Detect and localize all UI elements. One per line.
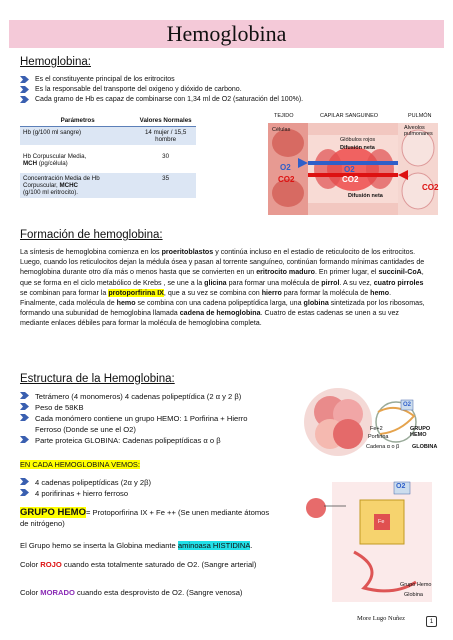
arrow-bullet-icon: [20, 86, 29, 93]
label-co2: CO2: [342, 175, 359, 184]
oxygen-diffusion-diagram: [268, 113, 438, 213]
bullets-hemoglobina: [20, 75, 440, 105]
grupo-hemo-text: GRUPO HEMO= Protoporfirina IX + Fe ++ (Se unen mediante átomos de nitrógeno): [20, 507, 270, 528]
arrow-bullet-icon: [20, 489, 29, 496]
label-o2: O2: [344, 165, 355, 174]
label-difusion-neta: Difusión neta: [348, 193, 383, 199]
section-heading-estructura: Estructura de la Hemoglobina:: [20, 373, 175, 385]
list-item: Parte proteica GLOBINA: Cadenas polipeptídicas α o β: [20, 435, 275, 446]
table-row: Concentración Media de Hb Corpuscular, MCHC (g/100 ml eritrocito). 35: [20, 173, 196, 198]
vemos-label: EN CADA HEMOGLOBINA VEMOS:: [20, 460, 140, 469]
label-porfirina: Porfirina: [368, 434, 389, 440]
title-banner: [9, 20, 444, 48]
inserta-text: El Grupo hemo se inserta la Globina mediante aminoasa HISTIDINA.: [20, 541, 253, 550]
list-item: Es la responsable del transporte del oxigeno y dióxido de carbono.: [20, 85, 440, 95]
arrow-bullet-icon: [20, 96, 29, 103]
label-grupo-hemo: Grupo Hemo: [400, 582, 432, 588]
section-heading-formacion: Formación de hemoglobina:: [20, 229, 163, 241]
label-grupo-hemo: GRUPO HEMO: [410, 426, 431, 438]
hemoglobin-molecule-illustration: [300, 382, 440, 464]
arrow-bullet-icon: [20, 414, 29, 421]
arrow-bullet-icon: [20, 76, 29, 83]
arrow-bullet-icon: [20, 436, 29, 443]
section-heading-hemoglobina: Hemoglobina:: [20, 56, 91, 68]
arrow-bullet-icon: [20, 392, 29, 399]
label-difusion-neta: Difusión neta: [340, 145, 375, 151]
list-item: 4 cadenas polipeptídicas (2α y 2β): [20, 477, 275, 488]
list-item: Tetrámero (4 monomeros) 4 cadenas polipeptídica (2 α y 2 β): [20, 391, 275, 402]
table-header: Parámetros: [20, 115, 135, 127]
bullets-estructura: [20, 391, 275, 446]
label-o2: O2: [280, 163, 291, 172]
label-o2: O2: [396, 483, 406, 490]
label-co2: CO2: [422, 183, 439, 192]
bullets-vemos: [20, 477, 275, 499]
hemo-group-diagram: [304, 478, 434, 606]
label-fe: Fe+2: [370, 426, 383, 432]
label-globina: Globina: [404, 592, 423, 598]
list-item: Cada monómero contiene un grupo HEMO: 1 Porfirina + Hierro Ferroso (Donde se une el O2): [20, 413, 275, 435]
label-tejido: TEJIDO: [274, 113, 294, 119]
formacion-paragraph: La síntesis de hemoglobina comienza en los proeritoblastos y continúa incluso en el estadio de reticulocito de los eritrocitos. Luego, cuando los reticulocitos dejan la médula ósea y pasan al torrente sanguíneo, continúan formando mínimas cantidades de hemoglobina durante otro día más o menos hasta que se convierten en un eritrocito maduro. En primer lugar, el succinil-CoA, que se forma en el ciclo metabólico de Krebs , se une a la glicina para formar una molécula de pirrol. A su vez, cuatro pirroles se combinan para formar la protoporfirina IX, que a su vez se combina con hierro para formar la molécula de hemo. Finalmente, cada molécula de hemo se combina con una cadena polipeptídica larga, una globina sintetizada por los ribosomas, formando una subunidad de hemoglobina llamada cadena de hemoglobina. Cuatro de estas cadenas se unen a su vez mediante enlaces débiles para formar la molécula de hemoglobina completa.: [20, 248, 425, 328]
table-header: Valores Normales: [135, 115, 196, 127]
table-row: Hb (g/100 ml sangre) 14 mujer / 15,5 hombre: [20, 127, 196, 146]
label-o2: O2: [403, 402, 412, 408]
color-morado-text: Color MORADO cuando esta desprovisto de O2. (Sangre venosa): [20, 588, 243, 597]
arrow-bullet-icon: [20, 478, 29, 485]
arrow-bullet-icon: [20, 403, 29, 410]
table-row: Hb Corpuscular Media, MCH (pg/célula) 30: [23, 153, 170, 167]
color-rojo-text: Color ROJO cuando esta totalmente saturado de O2. (Sangre arterial): [20, 560, 257, 569]
label-globina: GLOBINA: [412, 444, 438, 450]
page-title: Hemoglobina: [166, 21, 287, 46]
list-item: Cada gramo de Hb es capaz de combinarse con 1,34 ml de O2 (saturación del 100%).: [20, 95, 440, 105]
page-number: 1: [426, 616, 437, 627]
label-cadena: Cadena α o β: [366, 444, 400, 450]
label-co2: CO2: [278, 175, 295, 184]
label-alveolos: Alveolos pulmonares: [404, 125, 433, 137]
label-fe: Fe: [378, 519, 385, 525]
label-globulos: Glóbulos rojos: [340, 137, 376, 143]
label-capilar: CAPILAR SANGUINEO: [320, 113, 379, 119]
list-item: Peso de 58KB: [20, 402, 275, 413]
label-celulas: Células: [272, 127, 291, 133]
parameters-table: [20, 115, 196, 198]
hemoglobin-structure-diagram: [300, 382, 440, 464]
label-pulmon: PULMÓN: [408, 113, 432, 119]
list-item: 4 porifirinas + hierro ferroso: [20, 488, 275, 499]
list-item: Es el constituyente principal de los eritrocitos: [20, 75, 440, 85]
author-footer: More Lugo Nuñez: [357, 615, 406, 622]
